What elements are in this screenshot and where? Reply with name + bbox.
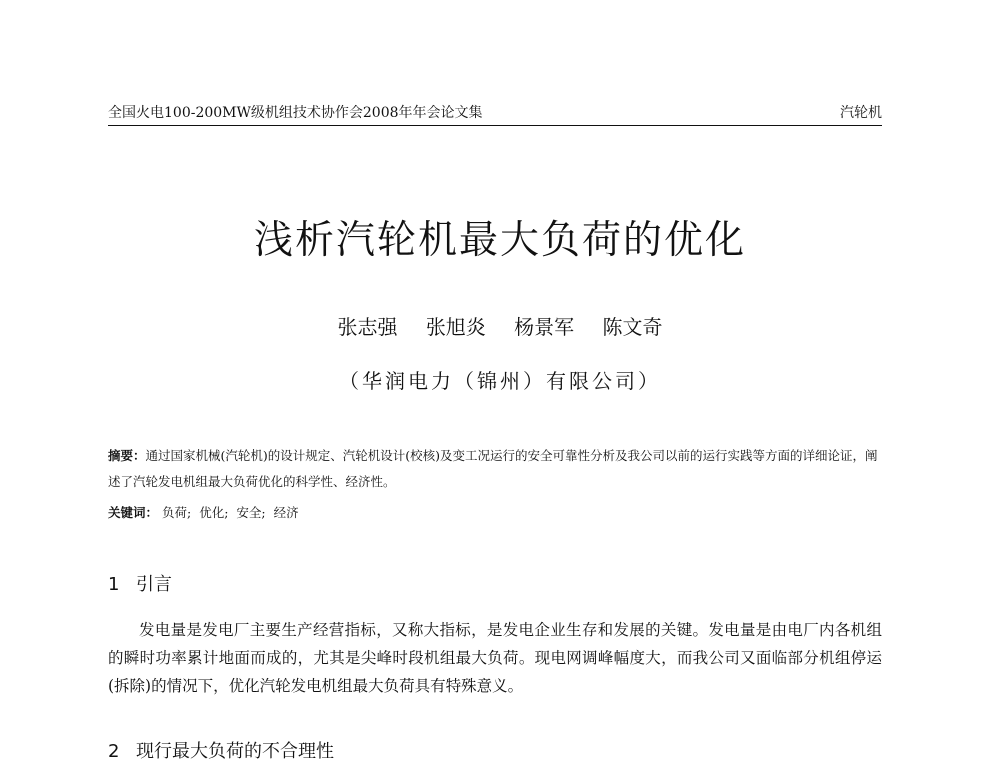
keyword: 负荷; bbox=[162, 505, 192, 520]
abstract-label: 摘要： bbox=[108, 448, 146, 463]
body-paragraph: 发电量是发电厂主要生产经营指标，又称大指标，是发电企业生存和发展的关键。发电量是由电厂内各机组的瞬时功率累计地面而成的，尤其是尖峰时段机组最大负荷。现电网调峰幅度大，而我公司又面临部分机组停运(拆除)的情况下，优化汽轮发电机组最大负荷具有特殊意义。 bbox=[108, 621, 882, 695]
author-name: 张旭炎 bbox=[425, 315, 486, 339]
paper-title: 浅析汽轮机最大负荷的优化 bbox=[253, 218, 746, 263]
section-heading-introduction bbox=[108, 573, 172, 597]
header-rule bbox=[108, 125, 882, 126]
section-title: 引言 bbox=[136, 574, 172, 595]
author-name: 陈文奇 bbox=[602, 315, 663, 339]
keyword: 安全; bbox=[236, 505, 266, 520]
keyword: 优化; bbox=[199, 505, 229, 520]
section-heading-irrationality bbox=[108, 740, 334, 764]
header-proceedings-title: 全国火电100-200MW级机组技术协作会2008年年会论文集 bbox=[108, 105, 483, 121]
header-section-name: 汽轮机 bbox=[840, 105, 882, 121]
section-number: 1 bbox=[108, 574, 120, 595]
author-name: 张志强 bbox=[337, 315, 398, 339]
abstract bbox=[108, 443, 882, 495]
keywords-label: 关键词： bbox=[108, 505, 159, 520]
section-title: 现行最大负荷的不合理性 bbox=[136, 741, 334, 762]
section-number: 2 bbox=[108, 741, 120, 762]
author-list bbox=[0, 314, 1000, 340]
affiliation: （华润电力（锦州）有限公司） bbox=[339, 369, 661, 393]
abstract-text: 通过国家机械(汽轮机)的设计规定、汽轮机设计(校核)及变工况运行的安全可靠性分析及我公司以前的运行实践等方面的详细论证，阐述了汽轮发电机组最大负荷优化的科学性、经济性。 bbox=[108, 448, 878, 489]
keywords bbox=[108, 502, 882, 524]
keyword: 经济 bbox=[273, 505, 299, 520]
running-header bbox=[108, 104, 882, 124]
author-name: 杨景军 bbox=[514, 315, 575, 339]
